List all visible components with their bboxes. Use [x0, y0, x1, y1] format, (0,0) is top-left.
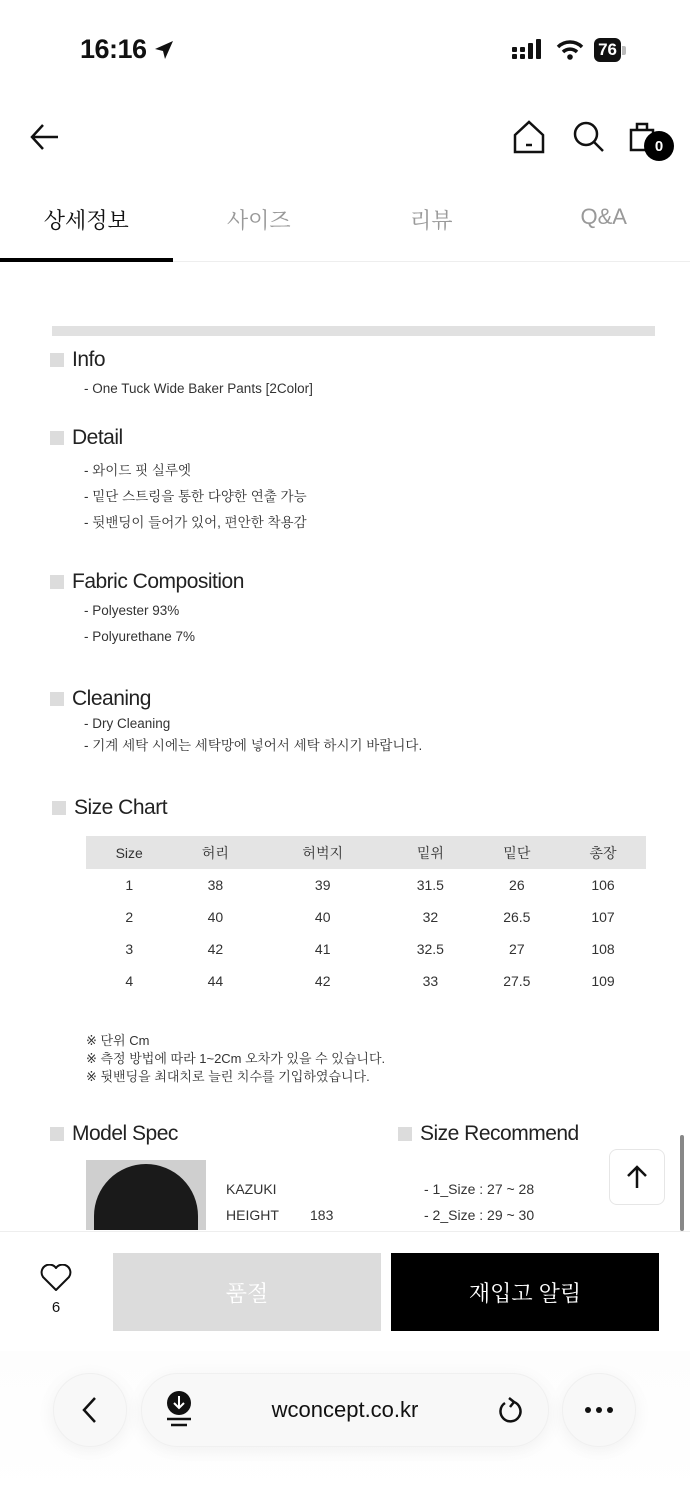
table-row: 2 40 40 32 26.5 107 — [125, 909, 615, 925]
scrollbar[interactable] — [680, 1135, 684, 1231]
cart-count-badge: 0 — [644, 131, 674, 161]
search-button[interactable] — [572, 120, 608, 156]
back-button[interactable] — [28, 120, 66, 154]
bullet-square-icon — [398, 1127, 412, 1141]
info-list: - One Tuck Wide Baker Pants [2Color] — [84, 381, 313, 396]
product-tabs — [0, 186, 690, 262]
tab-review[interactable]: 리뷰 — [409, 208, 453, 233]
bullet-square-icon — [50, 431, 64, 445]
scroll-to-top-button[interactable] — [609, 1149, 665, 1205]
bullet-square-icon — [50, 575, 64, 589]
bullet-square-icon — [52, 801, 66, 815]
status-indicators — [512, 38, 626, 62]
cleaning-section — [50, 687, 422, 757]
sold-out-button[interactable]: 품절 — [113, 1253, 381, 1331]
location-arrow-icon — [153, 39, 175, 61]
home-icon — [512, 120, 546, 154]
restock-alert-button[interactable]: 재입고 알림 — [391, 1253, 659, 1331]
product-detail-content — [0, 262, 690, 1230]
size-recommend-section — [398, 1122, 579, 1146]
bullet-square-icon — [50, 353, 64, 367]
size-chart-section — [52, 796, 167, 820]
reload-icon[interactable] — [496, 1396, 524, 1426]
size-chart-notes: ※ 단위 Cm ※ 측정 방법에 따라 1~2Cm 오차가 있을 수 있습니다. ※ 뒷밴딩을 최대치로 늘린 치수를 기입하였습니다. — [86, 1033, 386, 1084]
section-title: Size Recommend — [398, 1122, 579, 1146]
section-title: Model Spec — [50, 1122, 178, 1146]
like-count: 6 — [51, 1299, 61, 1316]
size-chart-table — [86, 836, 646, 997]
download-icon[interactable] — [164, 1390, 194, 1430]
detail-section — [50, 426, 307, 536]
heart-icon — [40, 1264, 72, 1292]
status-bar — [0, 0, 690, 100]
arrow-left-icon — [28, 120, 62, 154]
section-title: Fabric Composition — [50, 570, 244, 594]
chevron-left-icon — [80, 1395, 100, 1425]
tab-detail-info[interactable]: 상세정보 — [0, 186, 173, 261]
model-spec-details: KAZUKI HEIGHT 183 — [226, 1181, 334, 1223]
more-options-button[interactable] — [562, 1373, 636, 1447]
like-button[interactable] — [34, 1264, 78, 1316]
bullet-square-icon — [50, 1127, 64, 1141]
detail-list: - 와이드 핏 실루엣 - 밑단 스트링을 통한 다양한 연출 가능 - 뒷밴딩이 들어가 있어, 편안한 착용감 — [84, 463, 307, 530]
wifi-icon — [556, 39, 584, 61]
table-header-row: Size 허리 허벅지 밑위 밑단 총장 — [86, 836, 646, 869]
table-row: 1 38 39 31.5 26 106 — [125, 877, 615, 893]
section-title: Detail — [50, 426, 307, 450]
model-photo — [86, 1160, 206, 1230]
app-header — [0, 108, 690, 168]
more-dots-icon — [584, 1406, 614, 1414]
browser-back-button[interactable] — [53, 1373, 127, 1447]
bullet-square-icon — [50, 692, 64, 706]
purchase-action-bar — [0, 1231, 690, 1351]
section-title: Size Chart — [52, 796, 167, 820]
model-spec-section — [50, 1122, 178, 1146]
url-text: wconcept.co.kr — [271, 1397, 419, 1422]
tab-qna[interactable]: Q&A — [580, 204, 627, 229]
section-title: Info — [50, 348, 313, 372]
arrow-up-icon — [625, 1164, 649, 1190]
table-row: 4 44 42 33 27.5 109 — [125, 973, 615, 989]
home-button[interactable] — [512, 120, 548, 156]
battery-indicator: 76 — [594, 38, 626, 62]
fabric-list: - Polyester 93% - Polyurethane 7% — [84, 603, 196, 644]
section-title: Cleaning — [50, 687, 422, 711]
section-divider — [52, 326, 655, 336]
info-section — [50, 348, 313, 402]
search-icon — [572, 120, 606, 154]
status-time: 16:16 — [80, 34, 175, 65]
browser-toolbar — [0, 1351, 690, 1500]
tab-size[interactable]: 사이즈 — [226, 208, 291, 233]
fabric-section — [50, 570, 244, 650]
size-recommend-list: - 1_Size : 27 ~ 28 - 2_Size : 29 ~ 30 — [424, 1181, 535, 1223]
address-bar[interactable] — [141, 1373, 549, 1447]
cleaning-list: - Dry Cleaning - 기계 세탁 시에는 세탁망에 넣어서 세탁 하시기 바랍니다. — [84, 716, 423, 753]
table-row: 3 42 41 32.5 27 108 — [125, 941, 615, 957]
signal-icon — [512, 39, 546, 61]
